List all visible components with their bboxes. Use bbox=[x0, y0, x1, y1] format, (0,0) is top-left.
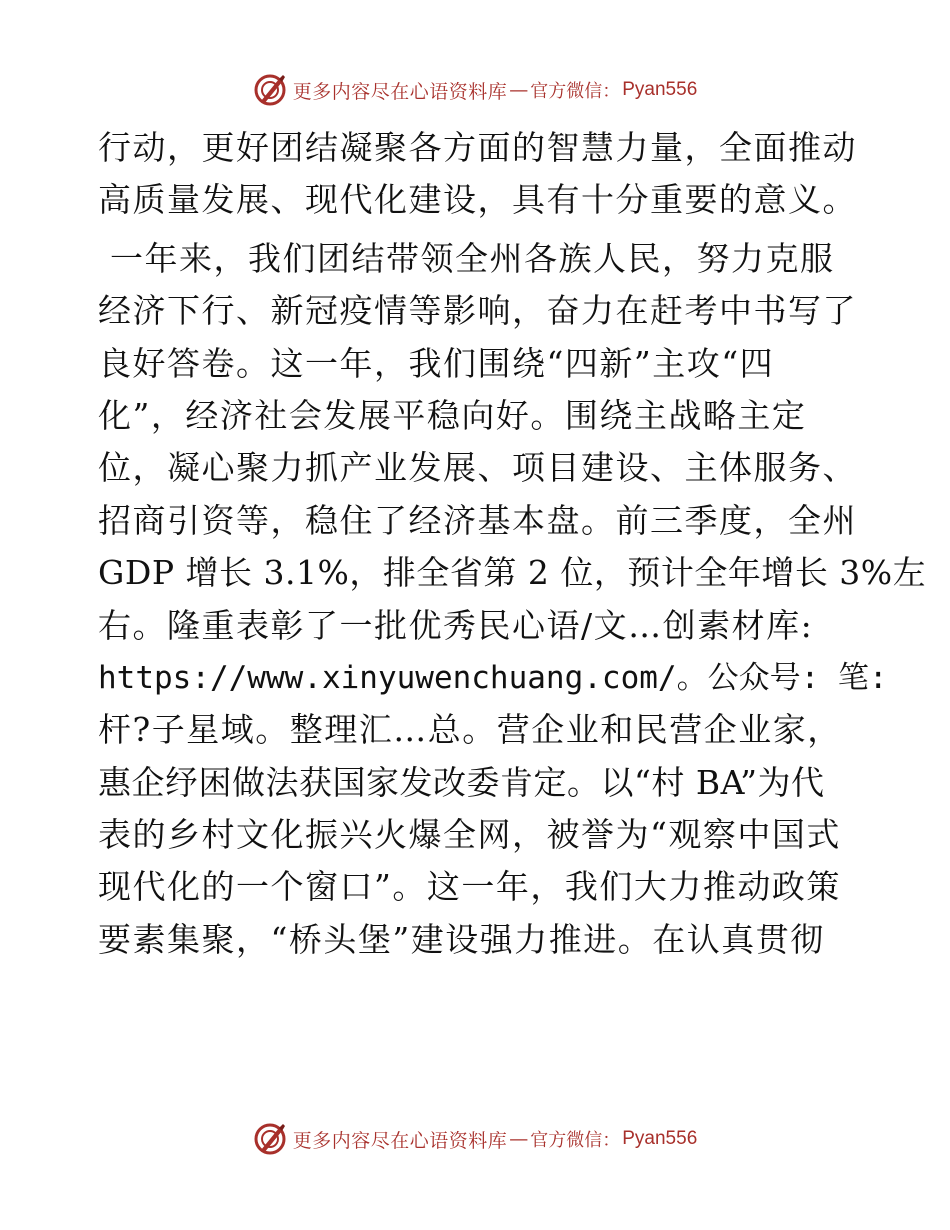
banner-text: 更多内容尽在心语资料库 bbox=[292, 80, 508, 103]
text-line: 行动，更好团结凝聚各方面的智慧力量，全面推动 bbox=[98, 128, 857, 167]
text-line: 经济下行、新冠疫情等影响，奋力在赶考中书写了 bbox=[98, 291, 857, 331]
banner-text: 更多内容尽在心语资料库 bbox=[292, 1129, 508, 1152]
wechat-id: Pyan556 bbox=[622, 79, 698, 100]
header-banner bbox=[0, 68, 950, 112]
text-line: 现代化的一个窗口”。这一年，我们大力推动政策 bbox=[98, 867, 841, 907]
text-line: 表的乡村文化振兴火爆全网，被誉为“观察中国式 bbox=[98, 815, 841, 855]
wechat-id: Pyan556 bbox=[622, 1128, 698, 1149]
text-line: GDP 增长 3.1%，排全省第 2 位，预计全年增长 3%左 bbox=[98, 553, 927, 593]
text-line: 良好答卷。这一年，我们围绕“四新”主攻“四 bbox=[98, 343, 775, 383]
document-body bbox=[98, 122, 927, 966]
pen-circle-icon bbox=[253, 1122, 287, 1156]
wechat-label: 官方微信： bbox=[530, 81, 621, 102]
paragraph-start-line: 一年来，我们团结带领全州各族人民，努力克服 bbox=[110, 238, 835, 278]
banner-separator: — bbox=[509, 1128, 529, 1150]
footer-banner bbox=[0, 1117, 950, 1161]
pen-circle-icon bbox=[253, 73, 287, 107]
text-line: 招商引资等，稳住了经济基本盘。前三季度，全州 bbox=[98, 500, 857, 540]
text-line: 化”，经济社会发展平稳向好。围绕主战略主定 bbox=[98, 395, 807, 435]
text-line: 杆?子星域。整理汇…总。营企业和民营企业家， bbox=[98, 710, 842, 750]
text-line: 要素集聚，“桥头堡”建设强力推进。在认真贯彻 bbox=[98, 919, 825, 959]
banner-separator: — bbox=[509, 79, 529, 101]
text-line: 位，凝心聚力抓产业发展、项目建设、主体服务、 bbox=[98, 448, 857, 488]
text-line: 高质量发展、现代化建设，具有十分重要的意义。 bbox=[98, 180, 857, 220]
text-line: 右。隆重表彰了一批优秀民心语/文…创素材库: bbox=[98, 605, 814, 645]
url-line: https://www.xinyuwenchuang.com/。公众号: 笔: bbox=[98, 659, 888, 696]
text-line: 惠企纾困做法获国家发改委肯定。以“村 BA”为代 bbox=[98, 762, 825, 802]
wechat-label: 官方微信： bbox=[530, 1130, 621, 1151]
